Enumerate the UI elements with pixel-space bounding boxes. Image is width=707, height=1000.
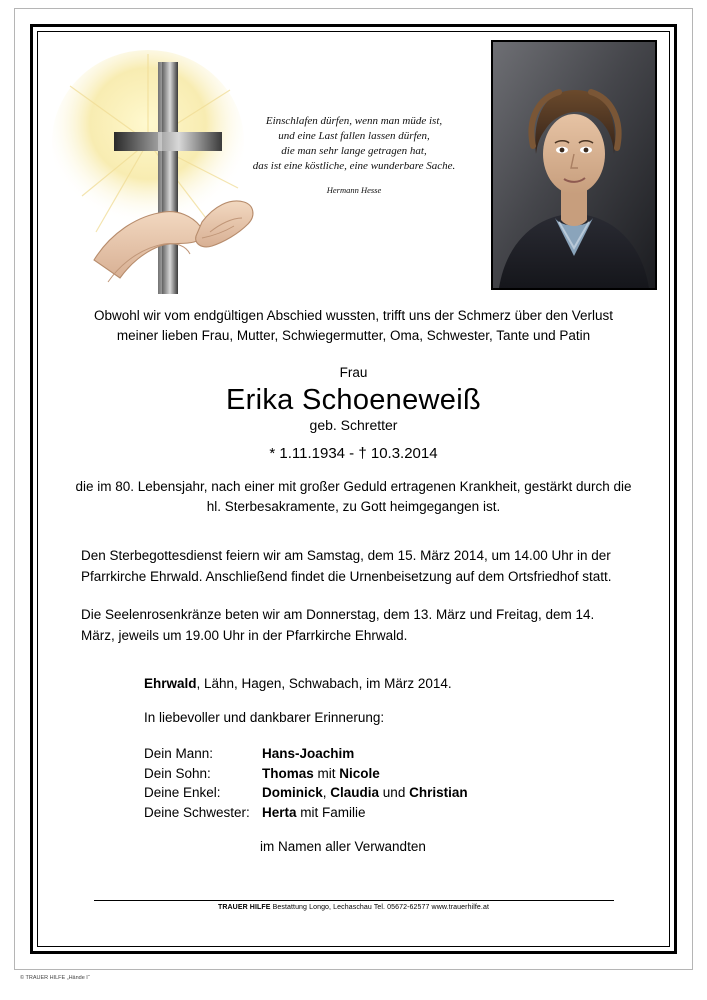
cross-icon [52,46,272,294]
family-names: Dominick, Claudia und Christian [262,785,468,800]
list-item [144,744,663,764]
after-dates-text: die im 80. Lebensjahr, nach einer mit großer Geduld ertragenen Krankheit, gestärkt durch die hl. Sterbesakramente, zu Gott heimgegangen ist. [75,479,632,514]
portrait-photo [491,40,657,290]
funeral-home-footer: TRAUER HILFE Bestattung Longo, Lechaschau Tel. 05672-62577 www.trauerhilfe.at [218,904,489,911]
memory-line: In liebevoller und dankbarer Erinnerung: [144,710,385,725]
funeral-service-paragraph: Den Sterbegottesdienst feiern wir am Samstag, dem 15. März 2014, um 14.00 Uhr in der Pfarrkirche Ehrwald. Anschließend findet die Urnenbeisetzung auf dem Ortsfriedhof statt. [81,548,612,584]
verse-line-4: das ist eine köstliche, eine wunderbare Sache. [252,160,456,172]
copyright-note: © TRAUER HILFE „Hände I“ [20,975,90,981]
family-list [144,744,663,822]
top-area [44,38,663,300]
card-content [44,38,663,940]
list-item [144,783,663,803]
verse-line-2: und eine Last fallen lassen dürfen, [278,130,430,142]
place-primary: Ehrwald [144,676,197,691]
family-names: Hans-Joachim [262,746,355,761]
list-item [144,764,663,784]
verse-line-3: die man sehr lange getragen hat, [281,145,427,157]
in-name-of-relatives: im Namen aller Verwandten [260,839,426,854]
family-names: Herta mit Familie [262,804,366,820]
place-and-date [144,676,663,691]
family-role: Deine Schwester: [144,804,250,820]
life-dates: * 1.11.1934 - † 10.3.2014 [269,445,438,462]
family-role: Deine Enkel: [144,785,221,800]
footer-divider [94,900,614,901]
obituary-text [44,306,663,517]
verse-author: Hermann Hesse [326,185,382,195]
maiden-name: geb. Schretter [309,417,398,433]
list-item [144,803,663,823]
deceased-name: Erika Schoeneweiß [226,384,481,416]
salutation: Frau [339,365,368,380]
family-role: Dein Mann: [144,746,214,761]
family-role: Dein Sohn: [144,765,211,781]
place-rest: , Lähn, Hagen, Schwabach, im März 2014. [196,676,452,691]
verse-block [244,114,464,198]
family-names: Thomas mit Nicole [262,765,380,781]
rosary-paragraph: Die Seelenrosenkränze beten wir am Donnerstag, dem 13. März und Freitag, dem 14. März, jeweils um 19.00 Uhr in der Pfarrkirche Ehrwald. [81,607,595,643]
verse-line-1: Einschlafen dürfen, wenn man müde ist, [265,115,443,127]
intro-text: Obwohl wir vom endgültigen Abschied wussten, trifft uns der Schmerz über den Verlust meiner lieben Frau, Mutter, Schwiegermutter, Oma, Schwester, Tante und Patin [93,308,614,343]
